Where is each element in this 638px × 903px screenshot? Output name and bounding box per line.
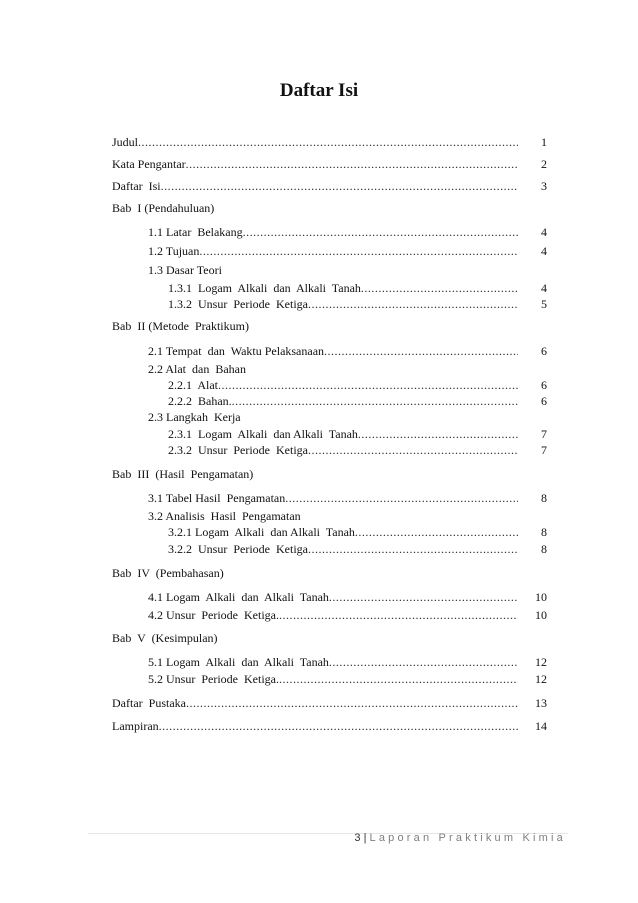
toc-entry — [148, 607, 518, 623]
toc-label: Kata Pengantar — [112, 157, 186, 171]
toc-label: 2.3.1 Logam Alkali dan Alkali Tanah — [168, 427, 358, 441]
toc-page: 4 — [541, 225, 547, 239]
toc-chapter-heading: Bab III (Hasil Pengamatan) — [112, 467, 254, 481]
toc-label: 5.1 Logam Alkali dan Alkali Tanah — [148, 655, 329, 669]
toc-label: 2.2.1 Alat — [168, 378, 218, 392]
toc-label: Daftar Isi — [112, 179, 161, 193]
toc-leader — [329, 654, 518, 670]
toc-leader — [361, 280, 518, 296]
toc-page: 8 — [541, 542, 547, 556]
toc-leader — [324, 343, 518, 359]
toc-label: 2.1 Tempat dan Waktu Pelaksanaan — [148, 344, 325, 358]
page-title: Daftar Isi — [279, 80, 359, 101]
toc-page: 2 — [541, 157, 547, 171]
footer-page-number: 3 — [354, 832, 361, 844]
toc-page: 10 — [535, 590, 547, 604]
toc-page: 5 — [541, 297, 547, 311]
toc-label: 2.3.2 Unsur Periode Ketiga — [168, 443, 308, 457]
toc-page: 4 — [541, 244, 547, 258]
toc-entry — [148, 224, 518, 240]
toc-entry-daftar-isi — [112, 178, 518, 194]
toc-page: 13 — [535, 696, 547, 710]
toc-label: 2.2.2 Bahan. — [168, 394, 232, 408]
toc-entry — [168, 280, 518, 296]
toc-label: 1.2 Tujuan — [148, 244, 200, 258]
toc-chapter-heading: Bab IV (Pembahasan) — [112, 566, 224, 580]
toc-entry-lampiran — [112, 718, 518, 734]
toc-leader — [218, 377, 518, 393]
toc-leader — [159, 718, 518, 734]
toc-label: Judul — [112, 135, 139, 149]
toc-page: 1 — [541, 135, 547, 149]
toc-entry — [148, 243, 518, 259]
toc-leader — [186, 156, 518, 172]
toc-page: 6 — [541, 344, 547, 358]
toc-label: 1.3.2 Unsur Periode Ketiga — [168, 297, 308, 311]
toc-label: 3.2.1 Logam Alkali dan Alkali Tanah — [168, 525, 355, 539]
toc-page: 7 — [541, 443, 547, 457]
toc-leader — [199, 243, 518, 259]
toc-leader — [279, 671, 518, 687]
toc-subheading: 2.3 Langkah Kerja — [148, 410, 241, 424]
toc-label: 4.2 Unsur Periode Ketiga. — [148, 608, 279, 622]
toc-leader — [358, 426, 518, 442]
toc-leader — [329, 589, 518, 605]
toc-entry — [168, 541, 518, 557]
toc-entry — [168, 524, 518, 540]
toc-page: 12 — [535, 672, 547, 686]
toc-entry — [168, 393, 518, 409]
toc-label: 1.1 Latar Belakang — [148, 225, 243, 239]
toc-entry-daftar-pustaka — [112, 695, 518, 711]
toc-leader — [232, 393, 518, 409]
toc-page: 10 — [535, 608, 547, 622]
toc-leader — [243, 224, 518, 240]
toc-subheading: 2.2 Alat dan Bahan — [148, 362, 246, 376]
toc-entry-judul — [112, 134, 518, 150]
toc-entry — [148, 490, 518, 506]
footer-document-title: Laporan Praktikum Kimia — [369, 832, 566, 844]
toc-page: 6 — [541, 394, 547, 408]
toc-entry — [168, 296, 518, 312]
toc-page: 6 — [541, 378, 547, 392]
toc-label: 3.1 Tabel Hasil Pengamatan — [148, 491, 286, 505]
toc-leader — [308, 541, 518, 557]
toc-leader — [308, 296, 518, 312]
toc-chapter-heading: Bab I (Pendahuluan) — [112, 201, 215, 215]
toc-entry — [168, 377, 518, 393]
toc-label: 3.2.2 Unsur Periode Ketiga — [168, 542, 308, 556]
toc-leader — [138, 134, 518, 150]
toc-entry — [148, 671, 518, 687]
toc-label: 1.3.1 Logam Alkali dan Alkali Tanah — [168, 281, 361, 295]
toc-leader — [285, 490, 518, 506]
toc-leader — [161, 178, 518, 194]
toc-page: 8 — [541, 491, 547, 505]
toc-subheading: 1.3 Dasar Teori — [148, 263, 222, 277]
toc-page: 14 — [535, 719, 547, 733]
toc-page: 7 — [541, 427, 547, 441]
toc-page: 4 — [541, 281, 547, 295]
toc-label: Daftar Pustaka — [112, 696, 186, 710]
toc-chapter-heading: Bab V (Kesimpulan) — [112, 631, 218, 645]
toc-entry — [148, 343, 518, 359]
toc-label: 4.1 Logam Alkali dan Alkali Tanah — [148, 590, 329, 604]
toc-label: 5.2 Unsur Periode Ketiga. — [148, 672, 279, 686]
toc-page: 3 — [541, 179, 547, 193]
toc-entry — [148, 654, 518, 670]
toc-chapter-heading: Bab II (Metode Praktikum) — [112, 319, 249, 333]
toc-leader — [308, 442, 518, 458]
toc-page: 8 — [541, 525, 547, 539]
toc-entry-kata-pengantar — [112, 156, 518, 172]
toc-page: 12 — [535, 655, 547, 669]
page-footer — [354, 832, 566, 844]
toc-leader — [279, 607, 518, 623]
toc-entry — [168, 426, 518, 442]
toc-leader — [355, 524, 518, 540]
toc-entry — [168, 442, 518, 458]
toc-subheading: 3.2 Analisis Hasil Pengamatan — [148, 509, 301, 523]
footer-separator: | — [363, 832, 367, 844]
toc-leader — [186, 695, 518, 711]
toc-label: Lampiran — [112, 719, 159, 733]
toc-entry — [148, 589, 518, 605]
